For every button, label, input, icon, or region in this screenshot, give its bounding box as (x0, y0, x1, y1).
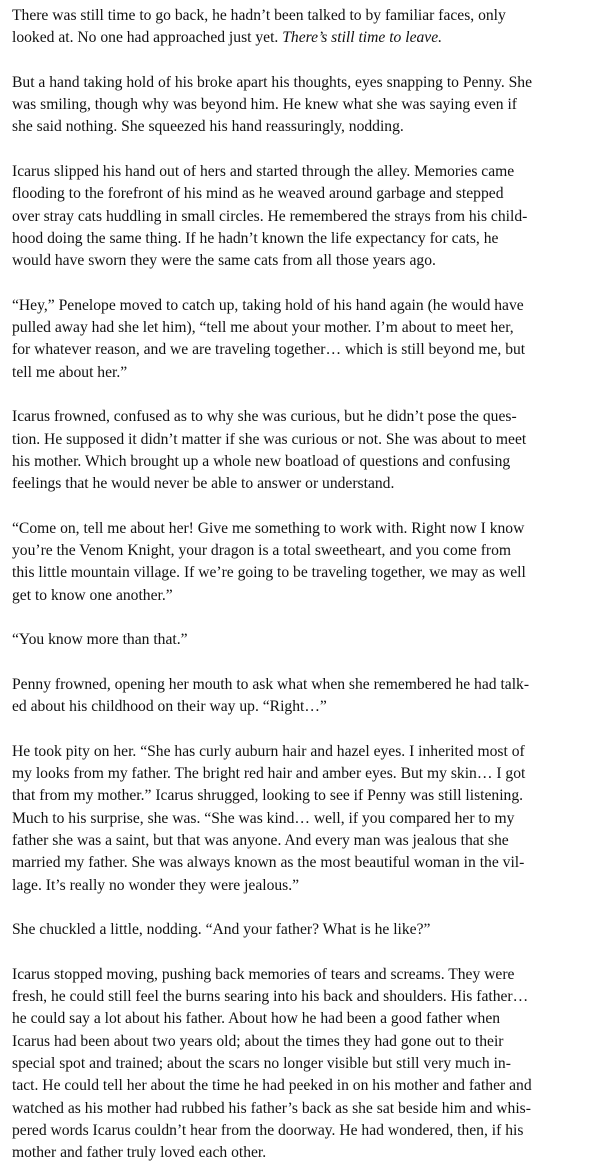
line-text: she said nothing. She squeezed his hand reassuringly, nodding. (12, 118, 404, 136)
text-line (12, 161, 589, 183)
line-text: would have sworn they were the same cats from all those years ago. (12, 252, 436, 270)
text-line (12, 585, 589, 607)
paragraph (12, 919, 589, 941)
line-text: hood doing the same thing. If he hadn’t known the life expectancy for cats, he (12, 229, 499, 247)
line-text: father she was a saint, but that was anyone. And every man was jealous that she (12, 831, 509, 849)
line-text: was smiling, though why was beyond him. He knew what she was saying even if (12, 96, 517, 114)
line-text: you’re the Venom Knight, your dragon is a total sweetheart, and you come from (12, 542, 512, 560)
line-text: “Come on, tell me about her! Give me something to work with. Right now I know (12, 519, 525, 537)
line-text: for whatever reason, and we are traveling together… which is still beyond me, but (12, 341, 526, 359)
text-line (12, 986, 589, 1008)
text-line (12, 875, 589, 897)
text-line (12, 1120, 589, 1142)
text-line (12, 339, 589, 361)
text-line (12, 785, 589, 807)
text-line (12, 295, 589, 317)
line-text: looked at. No one had approached just yet. (12, 29, 283, 47)
line-text: “You know more than that.” (12, 631, 188, 649)
line-text: my looks from my father. The bright red hair and amber eyes. But my skin… I got (12, 765, 526, 783)
text-line (12, 696, 589, 718)
paragraph (12, 406, 589, 495)
line-text: lage. It’s really no wonder they were jealous.” (12, 876, 300, 894)
line-text: Penny frowned, opening her mouth to ask what when she remembered he had talk- (12, 675, 530, 693)
line-text: pulled away had she let him), “tell me about your mother. I’m about to meet her, (12, 319, 514, 337)
line-text: he could say a lot about his father. About how he had been a good father when (12, 1010, 501, 1028)
text-line (12, 206, 589, 228)
line-text: There was still time to go back, he hadn’t been talked to by familiar faces, only (12, 7, 506, 24)
text-line (12, 27, 589, 49)
text-line (12, 473, 589, 495)
text-line (12, 1031, 589, 1053)
line-text: Icarus stopped moving, pushing back memories of tears and screams. They were (12, 965, 515, 983)
text-line (12, 183, 589, 205)
text-line (12, 763, 589, 785)
line-text: She chuckled a little, nodding. “And your father? What is he like?” (12, 921, 431, 939)
text-line (12, 808, 589, 830)
line-text: this little mountain village. If we’re going to be traveling together, we may as well (12, 564, 526, 582)
line-text: He took pity on her. “She has curly auburn hair and hazel eyes. I inherited most of (12, 742, 525, 760)
paragraph (12, 629, 589, 651)
text-line (12, 1008, 589, 1030)
line-text: tell me about her.” (12, 363, 128, 381)
text-line (12, 72, 589, 94)
paragraph (12, 161, 589, 272)
line-text: watched as his mother had rubbed his father’s back as she sat beside him and whis- (12, 1099, 531, 1117)
text-line (12, 406, 589, 428)
text-line (12, 852, 589, 874)
text-line (12, 429, 589, 451)
text-line (12, 250, 589, 272)
text-line (12, 964, 589, 986)
document-body (12, 5, 589, 1164)
line-text: “Hey,” Penelope moved to catch up, taking hold of his hand again (he would have (12, 296, 524, 314)
text-line (12, 540, 589, 562)
text-line (12, 116, 589, 138)
line-text: Much to his surprise, she was. “She was kind… well, if you compared her to my (12, 809, 515, 827)
text-line (12, 1142, 589, 1164)
line-text: Icarus slipped his hand out of hers and started through the alley. Memories came (12, 163, 515, 181)
paragraph (12, 295, 589, 384)
line-text: over stray cats huddling in small circles. He remembered the strays from his child- (12, 207, 528, 225)
line-text: married my father. She was always known as the most beautiful woman in the vil- (12, 854, 525, 872)
line-text: fresh, he could still feel the burns searing into his back and shoulders. His father… (12, 988, 529, 1006)
paragraph (12, 518, 589, 607)
line-text: feelings that he would never be able to answer or understand. (12, 475, 395, 493)
line-text: that from my mother.” Icarus shrugged, looking to see if Penny was still listening. (12, 787, 524, 805)
text-line (12, 317, 589, 339)
paragraph (12, 5, 589, 50)
line-text: But a hand taking hold of his broke apart his thoughts, eyes snapping to Penny. She (12, 73, 533, 91)
text-line (12, 362, 589, 384)
line-text: his mother. Which brought up a whole new boatload of questions and confusing (12, 452, 511, 470)
line-text: Icarus frowned, confused as to why she was curious, but he didn’t pose the ques- (12, 408, 517, 426)
line-text: get to know one another.” (12, 586, 173, 604)
text-line (12, 562, 589, 584)
text-line (12, 5, 589, 27)
italic-thought: There’s still time to leave. (282, 29, 443, 47)
line-text: tact. He could tell her about the time he had peeked in on his mother and father and (12, 1077, 532, 1095)
paragraph (12, 741, 589, 897)
text-line (12, 629, 589, 651)
paragraph (12, 72, 589, 139)
text-line (12, 451, 589, 473)
text-line (12, 228, 589, 250)
line-text: tion. He supposed it didn’t matter if she was curious or not. She was about to meet (12, 430, 527, 448)
text-line (12, 518, 589, 540)
text-line (12, 830, 589, 852)
line-text: Icarus had been about two years old; about the times they had gone out to their (12, 1032, 504, 1050)
line-text: mother and father truly loved each other. (12, 1144, 267, 1162)
text-line (12, 94, 589, 116)
text-line (12, 1098, 589, 1120)
text-line (12, 674, 589, 696)
paragraph (12, 964, 589, 1164)
line-text: ed about his childhood on their way up. “Right…” (12, 698, 327, 716)
text-line (12, 741, 589, 763)
line-text: special spot and trained; about the scars no longer visible but still very much in- (12, 1054, 511, 1072)
text-line (12, 919, 589, 941)
line-text: flooding to the forefront of his mind as he weaved around garbage and stepped (12, 185, 504, 203)
line-text: pered words Icarus couldn’t hear from the doorway. He had wondered, then, if his (12, 1121, 524, 1139)
text-line (12, 1075, 589, 1097)
paragraph (12, 674, 589, 719)
